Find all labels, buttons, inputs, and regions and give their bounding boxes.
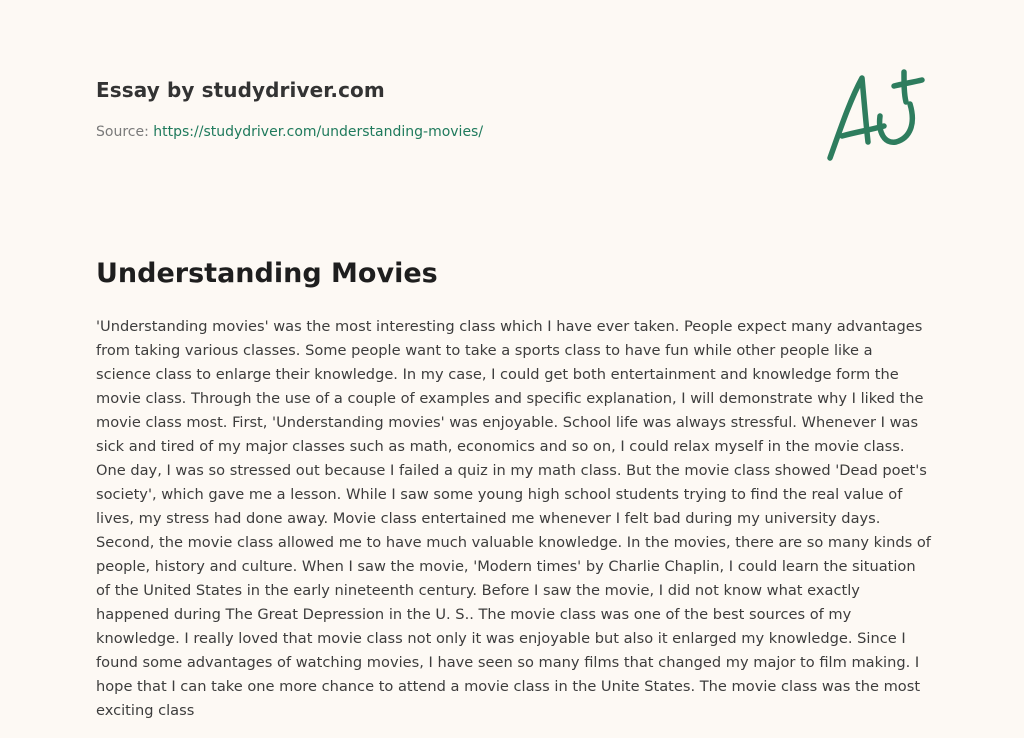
essay-line: of the United States in the early nineteenth century. Before I saw the movie, I did not know what exactly (96, 582, 860, 599)
page-header (96, 76, 483, 142)
essay-line: people, history and culture. When I saw the movie, 'Modern times' by Charlie Chaplin, I could learn the situation (96, 558, 916, 575)
a-plus-grade-icon (822, 66, 928, 166)
essay-line: hope that I can take one more chance to attend a movie class in the Unite States. The movie class was the most (96, 678, 921, 695)
essay-line: knowledge. I really loved that movie class not only it was enjoyable but also it enlarged my knowledge. Since I (96, 630, 906, 647)
essay-line: movie class most. First, 'Understanding movies' was enjoyable. School life was always stressful. Whenever I was (96, 414, 919, 431)
essay-line: 'Understanding movies' was the most interesting class which I have ever taken. People expect many advantages (96, 318, 923, 335)
source-label: Source: (96, 124, 149, 140)
source-link[interactable]: https://studydriver.com/understanding-movies/ (153, 124, 484, 140)
source-line (96, 122, 483, 142)
essay-line: sick and tired of my major classes such as math, economics and so on, I could relax myself in the movie class. (96, 438, 905, 455)
essay-line: from taking various classes. Some people want to take a sports class to have fun while other people like a (96, 342, 873, 359)
essay-body (96, 315, 946, 723)
essay-line: exciting class (96, 702, 195, 719)
essay-title: Understanding Movies (96, 258, 438, 289)
essay-line: found some advantages of watching movies, I have seen so many films that changed my major to film making. I (96, 654, 920, 671)
site-title: Essay by studydriver.com (96, 78, 385, 102)
essay-line: Second, the movie class allowed me to have much valuable knowledge. In the movies, there are so many kinds of (96, 534, 931, 551)
essay-line: movie class. Through the use of a couple of examples and specific explanation, I will demonstrate why I liked the (96, 390, 924, 407)
essay-line: society', which gave me a lesson. While I saw some young high school students trying to find the real value of (96, 486, 903, 503)
essay-line: lives, my stress had done away. Movie class entertained me whenever I felt bad during my university days. (96, 510, 881, 527)
essay-line: One day, I was so stressed out because I failed a quiz in my math class. But the movie class showed 'Dead poet's (96, 462, 927, 479)
essay-line: happened during The Great Depression in the U. S.. The movie class was one of the best sources of my (96, 606, 852, 623)
essay-line: science class to enlarge their knowledge. In my case, I could get both entertainment and knowledge form the (96, 366, 899, 383)
